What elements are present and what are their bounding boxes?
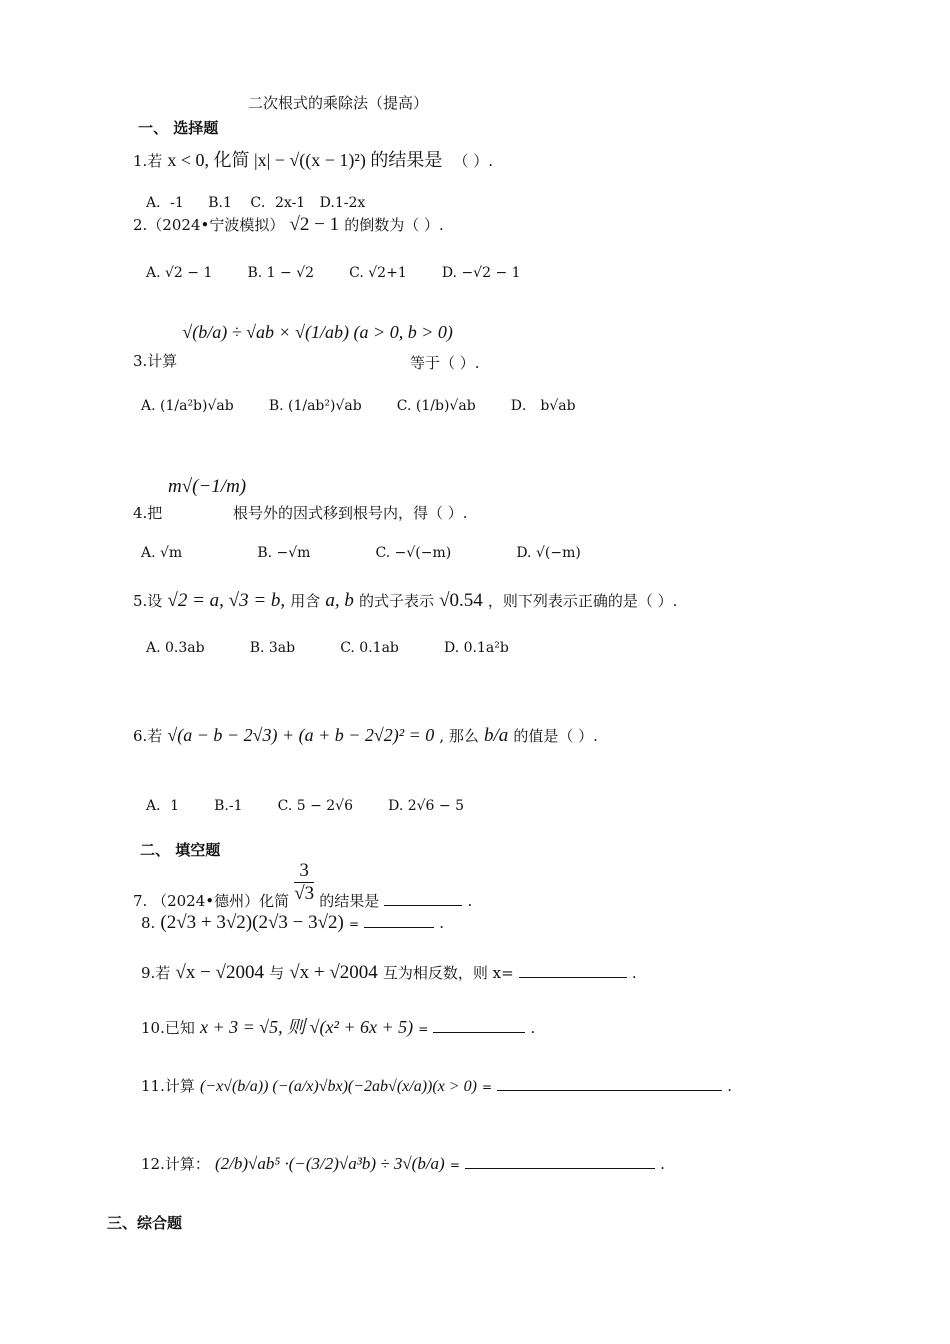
q11-end: . bbox=[727, 1077, 733, 1095]
q1-option-d: D.1-2x bbox=[319, 195, 366, 211]
q4-suffix: 根号外的因式移到根号内，得（ ）. bbox=[233, 504, 468, 522]
q5-option-d: D. 0.1a²b bbox=[443, 640, 509, 656]
q6-option-d: D. 2√6 − 5 bbox=[388, 798, 464, 814]
q1-option-a: A．-1 bbox=[146, 195, 184, 211]
q6-prefix: 6.若 bbox=[133, 727, 163, 745]
q12-equals: = bbox=[449, 1158, 460, 1172]
q4-option-b: B. −√m bbox=[257, 545, 311, 561]
q1-option-b: B.1 bbox=[208, 195, 232, 211]
q11-equals: = bbox=[482, 1080, 493, 1094]
q12-expression: (2/b)√ab⁵ ·(−(3/2)√a³b) ÷ 3√(b/a) bbox=[214, 1154, 445, 1173]
q5-suffix: ，则下列表示正确的是（ ）. bbox=[487, 592, 678, 610]
q11-answer-blank[interactable] bbox=[497, 1090, 722, 1091]
q4-options bbox=[141, 542, 581, 561]
q5-vars: a, b bbox=[325, 590, 354, 611]
question-2 bbox=[133, 214, 444, 236]
q3-prefix: 3.计算 bbox=[133, 352, 178, 370]
q5-middle2: 的式子表示 bbox=[358, 592, 434, 610]
q5-expression: √2 = a, √3 = b, bbox=[167, 590, 286, 611]
q9-expression-1: √x − √2004 bbox=[175, 962, 264, 983]
q1-options bbox=[146, 192, 365, 212]
question-5 bbox=[133, 590, 677, 612]
q6-option-a: A．1 bbox=[146, 798, 180, 814]
q4-option-d: D. √(−m) bbox=[516, 545, 581, 561]
q6-fraction: b/a bbox=[484, 725, 509, 746]
q9-mid: 与 bbox=[269, 964, 285, 982]
q8-end: . bbox=[439, 914, 444, 932]
q2-option-d: D. −√2 − 1 bbox=[441, 265, 521, 281]
q4-option-a: A. √m bbox=[141, 545, 183, 561]
q2-prefix: 2.（2024•宁波模拟） bbox=[133, 216, 285, 234]
q3-option-b: B. (1/ab²)√ab bbox=[268, 398, 362, 414]
q12-end: . bbox=[660, 1155, 665, 1173]
q3-expression: √(b/a) ÷ √ab × √(1/ab) (a > 0, b > 0) bbox=[182, 322, 453, 342]
q1-expression: x < 0, 化简 |x| − √((x − 1)²) 的结果是 bbox=[167, 150, 443, 170]
q7-end: . bbox=[467, 891, 473, 910]
q5-option-a: A. 0.3ab bbox=[146, 640, 205, 656]
q7-numerator: 3 bbox=[294, 860, 314, 883]
q7-denominator: √3 bbox=[294, 882, 315, 904]
q8-prefix: 8. bbox=[141, 914, 156, 932]
q1-suffix: （ ）. bbox=[453, 152, 493, 170]
q7-suffix: 的结果是 bbox=[319, 891, 380, 910]
q9-suffix: 互为相反数，则 x= bbox=[382, 964, 514, 982]
q3-options bbox=[141, 395, 576, 415]
q9-prefix: 9.若 bbox=[141, 964, 171, 982]
q2-option-a: A. √2 − 1 bbox=[146, 265, 213, 281]
q3-suffix: 等于（ ）. bbox=[410, 354, 480, 372]
q10-answer-blank[interactable] bbox=[433, 1032, 525, 1033]
q5-option-b: B. 3ab bbox=[249, 640, 296, 656]
section-heading-comprehensive: 三、综合题 bbox=[107, 1214, 183, 1232]
question-8 bbox=[141, 912, 444, 934]
question-9 bbox=[141, 962, 637, 984]
q5-middle: 用含 bbox=[290, 592, 321, 610]
q2-expression: √2 − 1 bbox=[289, 214, 340, 235]
q4-option-c: C. −√(−m) bbox=[375, 545, 452, 561]
q5-option-c: C. 0.1ab bbox=[340, 640, 399, 656]
q2-option-b: B. 1 − √2 bbox=[247, 265, 315, 281]
q6-expression: √(a − b − 2√3) + (a + b − 2√2)² = 0 bbox=[167, 725, 435, 745]
question-6 bbox=[133, 725, 598, 747]
q11-expression: (−x√(b/a)) (−(a/x)√bx)(−2ab√(x/a))(x > 0) bbox=[199, 1078, 477, 1095]
q1-option-c: C．2x-1 bbox=[250, 195, 306, 211]
q6-suffix: 的值是（ ）. bbox=[513, 727, 598, 745]
section-heading-choice: 一、 选择题 bbox=[138, 119, 219, 137]
q9-answer-blank[interactable] bbox=[519, 977, 627, 978]
q2-option-c: C. √2+1 bbox=[349, 265, 407, 281]
q5-options bbox=[146, 637, 509, 656]
q12-answer-blank[interactable] bbox=[465, 1168, 655, 1169]
q6-options bbox=[146, 795, 464, 815]
q10-prefix: 10.已知 bbox=[141, 1019, 195, 1037]
q12-prefix: 12.计算： bbox=[141, 1155, 210, 1173]
q3-option-c: C. (1/b)√ab bbox=[396, 398, 476, 414]
q1-prefix: 1.若 bbox=[133, 152, 163, 170]
q10-expression: x + 3 = √5, 则 √(x² + 6x + 5) bbox=[199, 1017, 414, 1037]
q6-option-c: C. 5 − 2√6 bbox=[277, 798, 353, 814]
section-heading-fill: 二、 填空题 bbox=[140, 841, 221, 859]
q7-answer-blank[interactable] bbox=[384, 905, 462, 906]
question-11 bbox=[141, 1075, 732, 1096]
q2-suffix: 的倒数为（ ）. bbox=[344, 216, 444, 234]
question-7 bbox=[133, 860, 472, 911]
q8-answer-blank[interactable] bbox=[364, 927, 434, 928]
q7-fraction bbox=[294, 860, 314, 905]
q6-option-b: B.-1 bbox=[214, 798, 243, 814]
page-title: 二次根式的乘除法（提高） bbox=[248, 94, 429, 112]
q5-target: √0.54 bbox=[439, 590, 483, 611]
q9-end: . bbox=[631, 964, 637, 982]
q11-prefix: 11.计算 bbox=[141, 1077, 195, 1095]
q4-prefix: 4.把 bbox=[133, 504, 163, 522]
q8-equals: = bbox=[348, 917, 360, 931]
q2-options bbox=[146, 262, 521, 281]
q8-expression: (2√3 + 3√2)(2√3 − 3√2) bbox=[160, 912, 344, 933]
q5-prefix: 5.设 bbox=[133, 592, 163, 610]
question-3 bbox=[133, 322, 453, 371]
q6-middle: , 那么 bbox=[439, 727, 479, 745]
q3-option-a: A. (1/a²b)√ab bbox=[141, 398, 234, 414]
question-10 bbox=[141, 1013, 535, 1039]
q7-prefix: 7. （2024•德州）化简 bbox=[133, 891, 290, 910]
q4-expression: m√(−1/m) bbox=[168, 476, 247, 497]
q3-option-d: D． b√ab bbox=[510, 398, 576, 414]
q10-end: . bbox=[530, 1019, 536, 1037]
q10-equals: = bbox=[418, 1022, 429, 1036]
question-12 bbox=[141, 1153, 665, 1174]
question-1 bbox=[133, 146, 493, 172]
q9-expression-2: √x + √2004 bbox=[289, 962, 378, 983]
